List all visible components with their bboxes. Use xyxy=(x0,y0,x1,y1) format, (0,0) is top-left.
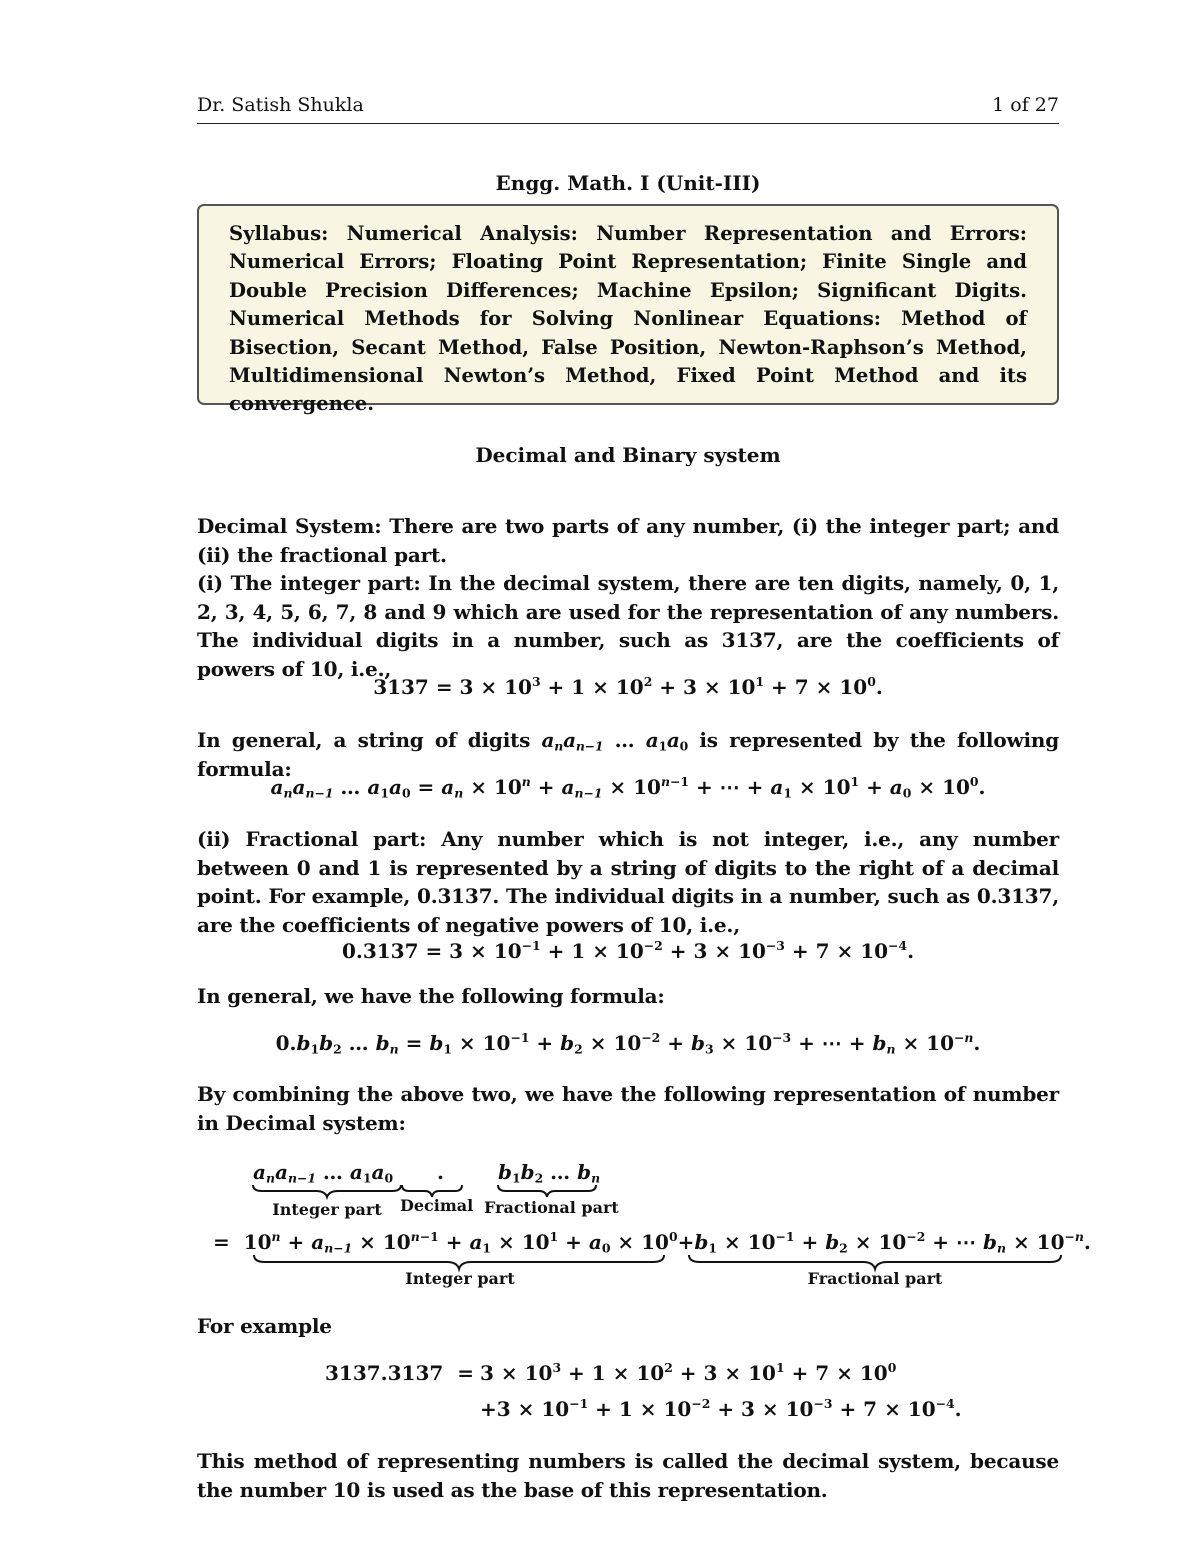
document-title: Engg. Math. I (Unit-III) xyxy=(495,171,761,195)
decimal-system-text: There are two parts of any number, (i) the integer part; and (ii) the fractional part. xyxy=(197,514,1059,567)
example-rhs-line2: $+3 \times 10^{-1} + 1 \times 10^{-2} + 3 \times 10^{-3} + 7 \times 10^{-4}$. xyxy=(480,1395,962,1421)
integer-part-label: (i) The integer part: xyxy=(197,571,421,596)
brace-integer-bottom xyxy=(253,1254,665,1270)
combined-expansion: = $10^n + a_{n-1} \times 10^{n-1} + a_1 \times 10^1 + a_0 \times 10^0+b_1 \times 10^{-1} + b_2 \times 10^{-2}$ + ⋯ $b_n \times 10^{-n}$. xyxy=(213,1228,1091,1256)
conclusion-paragraph: This method of representing numbers is called the decimal system, because the number 10 is used as the base of this representation. xyxy=(197,1449,1059,1502)
decimal-system-paragraph xyxy=(197,512,1059,684)
syllabus-text: Numerical Analysis: Number Representation and Errors: Numerical Errors; Floating Point Representation; Finite Single and Double Precision Differences; Machine Epsilon; Significant Digits. Numerical Methods for Solving Nonlinear Equations: Method of Bisection, Secant Method, False Position, Newton-Raphson’s Method, Multidimensional Newton’s Method, Fixed Point Method and its convergence. xyxy=(229,222,1027,416)
equation-3137: $3137 = 3 \times 10^3 + 1 \times 10^2 + 3 \times 10^1 + 7 \times 10^0$. xyxy=(373,673,883,699)
equation-fraction-general: $0.b_1b_2$ … $b_n = b_1 \times 10^{-1} + b_2 \times 10^{-2} + b_3 \times 10^{-3}$ + ⋯ + $b_n \times 10^{-n}$. xyxy=(275,1029,981,1057)
fractional-part-label: (ii) Fractional part: xyxy=(197,827,427,851)
running-header xyxy=(197,94,1059,116)
header-page-number: 1 of 27 xyxy=(992,94,1059,116)
caption-fractional-part-bottom: Fractional part xyxy=(807,1269,943,1288)
syllabus-box xyxy=(197,204,1059,416)
equation-integer-general: $a_na_{n-1}$ … $a_1a_0 = a_n \times 10^n + a_{n-1} \times 10^{n-1}$ + ⋯ + $a_1 \times 10^1 + a_0 \times 10^0$. xyxy=(270,773,986,801)
header-author: Dr. Satish Shukla xyxy=(197,94,364,116)
combined-digits-fraction: $b_1b_2$ … $b_n$ xyxy=(498,1160,601,1186)
for-example-label: For example xyxy=(197,1314,332,1338)
fractional-part-paragraph xyxy=(197,825,1059,939)
integer-part-text: In the decimal system, there are ten digits, namely, 0, 1, 2, 3, 4, 5, 6, 7, 8 and 9 which are used for the representation of any numbers. The individual digits in a number, such as 3137, are the coefficients of powers of 10, i.e., xyxy=(197,571,1060,681)
caption-decimal: Decimal xyxy=(400,1196,474,1215)
caption-integer-part-top: Integer part xyxy=(272,1200,382,1219)
fractional-part-text: Any number which is not integer, i.e., any number between 0 and 1 is represented by a string of digits to the right of a decimal point. For example, 0.3137. The individual digits in a number, such as 0.3137, are the coefficients of negative powers of 10, i.e., xyxy=(197,827,1059,937)
brace-fraction-top xyxy=(497,1184,597,1198)
in-general-1-prefix: In general, a string of digits xyxy=(197,728,531,752)
example-lhs: 3137.3137 = xyxy=(325,1361,474,1385)
decimal-system-label: Decimal System: xyxy=(197,514,382,538)
in-general-paragraph-2: In general, we have the following formula: xyxy=(197,984,665,1008)
digit-string-math: $a_na_{n-1}$ … $a_1a_0$ xyxy=(541,728,689,754)
equation-0-3137: $0.3137 = 3 \times 10^{-1} + 1 \times 10^{-2} + 3 \times 10^{-3} + 7 \times 10^{-4}$. xyxy=(341,937,915,963)
example-rhs-line1: $3 \times 10^3 + 1 \times 10^2 + 3 \times 10^1 + 7 \times 10^0$ xyxy=(480,1359,897,1385)
combining-paragraph: By combining the above two, we have the following representation of number in Decimal system: xyxy=(197,1082,1059,1135)
caption-integer-part-bottom: Integer part xyxy=(405,1269,515,1288)
header-rule xyxy=(197,123,1059,124)
brace-integer-top xyxy=(252,1184,402,1198)
section-title: Decimal and Binary system xyxy=(475,443,781,467)
combined-decimal-point: . xyxy=(437,1160,444,1184)
combined-digits-integer: $a_na_{n-1}$ … $a_1a_0$ xyxy=(253,1160,394,1186)
brace-fraction-bottom xyxy=(688,1254,1062,1270)
syllabus-label: Syllabus: xyxy=(229,222,329,245)
in-general-1-suffix: is represented by the following formula: xyxy=(197,728,1059,781)
caption-fractional-part-top: Fractional part xyxy=(484,1198,619,1217)
